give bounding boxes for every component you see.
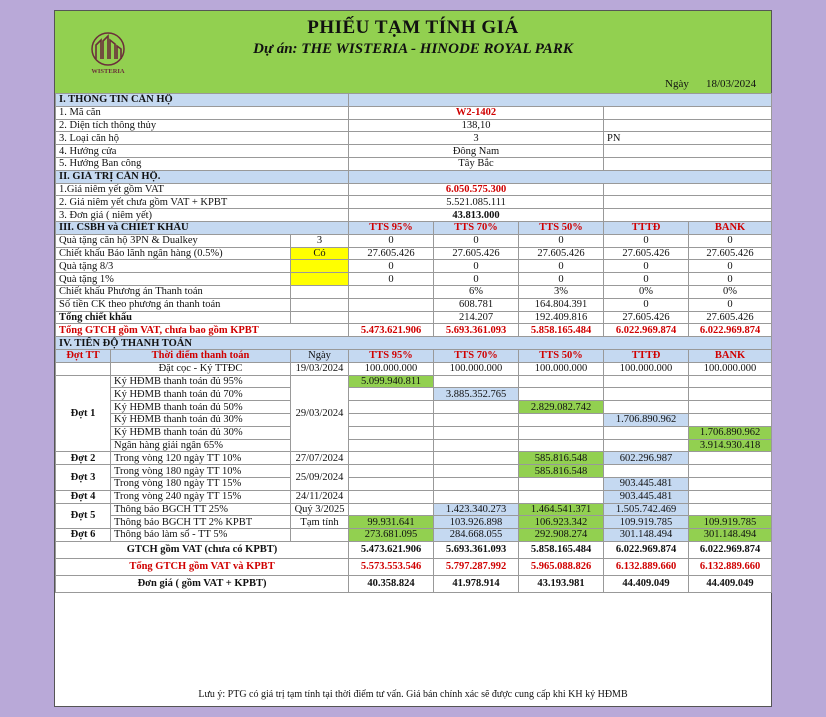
installment-name: Đợt 3: [56, 465, 111, 491]
info-row: [56, 145, 772, 158]
info-extra: [604, 119, 772, 132]
payment-value: 602.296.987: [604, 452, 689, 465]
table-cell: [604, 183, 772, 196]
discount-value: [349, 298, 434, 311]
schedule-head: [56, 349, 772, 362]
discount-label: Số tiền CK theo phương án thanh toán: [56, 298, 291, 311]
payment-value: [349, 503, 434, 516]
payment-label: Trong vòng 180 ngày TT 15%: [111, 477, 291, 490]
payment-row: [56, 426, 772, 439]
payment-value: [434, 426, 519, 439]
summary-value: 41.978.914: [434, 575, 519, 592]
discount-flag: [291, 273, 349, 286]
info-value: W2-1402: [349, 106, 604, 119]
info-row: [56, 157, 772, 170]
discount-row: [56, 247, 772, 260]
discount-row: [56, 298, 772, 311]
payment-value: 903.445.481: [604, 490, 689, 503]
discount-value: [349, 285, 434, 298]
summary-value: 43.193.981: [519, 575, 604, 592]
payment-row: [56, 413, 772, 426]
payment-value: 1.505.742.469: [604, 503, 689, 516]
price-sheet: [54, 10, 772, 707]
disclaimer-note: Lưu ý: PTG có giá trị tạm tính tại thời điểm tư vấn. Giá bán chính xác sẽ được cung cấp khi KH ký HĐMB: [198, 689, 628, 700]
table-cell: [604, 196, 772, 209]
payment-value: [434, 401, 519, 414]
total-row: [56, 324, 772, 337]
date-value: 18/03/2024: [706, 78, 757, 90]
payment-value: [519, 375, 604, 388]
discount-value: 0: [604, 298, 689, 311]
plan-column-header: TTS 70%: [434, 221, 519, 234]
payment-value: 2.829.082.742: [519, 401, 604, 414]
payment-value: [349, 452, 434, 465]
info-extra: PN: [604, 132, 772, 145]
value-amount: 6.050.575.300: [349, 183, 604, 196]
discount-value: 0: [689, 260, 772, 273]
section-title: II. GIÁ TRỊ CĂN HỘ.: [56, 170, 349, 183]
payment-row: [56, 490, 772, 503]
discount-row: [56, 234, 772, 247]
summary-value: 5.473.621.906: [349, 541, 434, 558]
payment-label: Ký HĐMB thanh toán đủ 95%: [111, 375, 291, 388]
payment-label: Trong vòng 180 ngày TT 10%: [111, 465, 291, 478]
discount-flag: [291, 285, 349, 298]
installment-date: [291, 529, 349, 542]
discount-value: 0: [519, 234, 604, 247]
discount-flag: Có: [291, 247, 349, 260]
installment-name: Đợt 4: [56, 490, 111, 503]
total-value: 6.022.969.874: [689, 324, 772, 337]
info-label: 5. Hướng Ban công: [56, 157, 349, 170]
schedule-column-header: Thời điểm thanh toán: [111, 349, 291, 362]
total-value: 5.473.621.906: [349, 324, 434, 337]
discount-value: 27.605.426: [349, 247, 434, 260]
schedule-column-header: TTS 70%: [434, 349, 519, 362]
payment-value: [349, 388, 434, 401]
info-row: [56, 119, 772, 132]
payment-label: Ký HĐMB thanh toán đủ 30%: [111, 413, 291, 426]
payment-value: 1.706.890.962: [689, 426, 772, 439]
info-value: 3: [349, 132, 604, 145]
deposit-value: 100.000.000: [519, 362, 604, 375]
total-value: 6.022.969.874: [604, 324, 689, 337]
payment-value: [349, 413, 434, 426]
payment-label: Trong vòng 120 ngày TT 10%: [111, 452, 291, 465]
page-title: PHIẾU TẠM TÍNH GIÁ: [307, 17, 519, 38]
payment-value: 1.464.541.371: [519, 503, 604, 516]
summary-value: 6.022.969.874: [604, 541, 689, 558]
payment-label: Ký HĐMB thanh toán đủ 30%: [111, 426, 291, 439]
installment-date: 24/11/2024: [291, 490, 349, 503]
payment-value: 292.908.274: [519, 529, 604, 542]
deposit-value: 100.000.000: [349, 362, 434, 375]
discount-value: 0%: [689, 285, 772, 298]
discount-value: [349, 311, 434, 324]
summary-value: 5.858.165.484: [519, 541, 604, 558]
total-label: Tổng GTCH gồm VAT, chưa bao gồm KPBT: [56, 324, 349, 337]
payment-row: [56, 439, 772, 452]
discount-flag: [291, 260, 349, 273]
summary-value: 6.132.889.660: [689, 558, 772, 575]
payment-value: [689, 375, 772, 388]
discount-value: 27.605.426: [434, 247, 519, 260]
discount-value: 27.605.426: [689, 247, 772, 260]
payment-value: [604, 388, 689, 401]
installment-name: Đợt 2: [56, 452, 111, 465]
info-label: 2. Diện tích thông thủy: [56, 119, 349, 132]
payment-value: [689, 490, 772, 503]
payment-value: [349, 426, 434, 439]
summary-value: 44.409.049: [689, 575, 772, 592]
discount-label: Quà tặng 1%: [56, 273, 291, 286]
payment-row: [56, 465, 772, 478]
info-extra: [604, 106, 772, 119]
payment-value: [434, 490, 519, 503]
payment-value: 109.919.785: [689, 516, 772, 529]
summary-row: [56, 575, 772, 592]
section-title: I. THÔNG TIN CĂN HỘ: [56, 94, 349, 107]
summary-value: 6.132.889.660: [604, 558, 689, 575]
info-extra: [604, 145, 772, 158]
section-header: [56, 170, 772, 183]
info-row: [56, 132, 772, 145]
installment-date: Quý 3/2025: [291, 503, 349, 516]
value-label: 1.Giá niêm yết gồm VAT: [56, 183, 349, 196]
discount-value: 3%: [519, 285, 604, 298]
payment-value: [434, 413, 519, 426]
discount-value: 27.605.426: [519, 247, 604, 260]
payment-value: 99.931.641: [349, 516, 434, 529]
payment-label: Thông báo BGCH TT 2% KPBT: [111, 516, 291, 529]
discount-value: 0: [689, 298, 772, 311]
payment-row: [56, 401, 772, 414]
payment-value: [519, 477, 604, 490]
discount-value: 0: [604, 260, 689, 273]
section-title: III. CSBH và CHIẾT KHẤU: [56, 221, 349, 234]
date-label: Ngày: [665, 78, 689, 90]
installment-date: Tạm tính: [291, 516, 349, 529]
payment-value: 273.681.095: [349, 529, 434, 542]
section-title: IV. TIẾN ĐỘ THANH TOÁN: [56, 337, 772, 350]
discount-flag: 3: [291, 234, 349, 247]
payment-row: [56, 375, 772, 388]
payment-row: [56, 452, 772, 465]
info-label: 3. Loại căn hộ: [56, 132, 349, 145]
payment-label: Thông báo BGCH TT 25%: [111, 503, 291, 516]
payment-row: [56, 477, 772, 490]
discount-value: 0: [434, 260, 519, 273]
payment-value: [519, 388, 604, 401]
summary-value: 5.965.088.826: [519, 558, 604, 575]
discount-label: Chiết khấu Bảo lãnh ngân hàng (0.5%): [56, 247, 291, 260]
info-label: 1. Mã căn: [56, 106, 349, 119]
discount-value: 192.409.816: [519, 311, 604, 324]
summary-label: Đơn giá ( gồm VAT + KPBT): [56, 575, 349, 592]
payment-value: 301.148.494: [689, 529, 772, 542]
payment-value: [689, 503, 772, 516]
info-value: 138,10: [349, 119, 604, 132]
payment-value: [604, 401, 689, 414]
deposit-value: 100.000.000: [434, 362, 519, 375]
installment-name: Đợt 1: [56, 375, 111, 452]
payment-value: [349, 490, 434, 503]
payment-value: [434, 375, 519, 388]
section-header: [56, 221, 772, 234]
value-row: [56, 183, 772, 196]
discount-value: 214.207: [434, 311, 519, 324]
deposit-value: 100.000.000: [604, 362, 689, 375]
payment-value: [689, 401, 772, 414]
discount-label: Tổng chiết khấu: [56, 311, 291, 324]
schedule-column-header: BANK: [689, 349, 772, 362]
payment-value: [604, 439, 689, 452]
discount-row: [56, 285, 772, 298]
info-extra: [604, 157, 772, 170]
discount-flag: [291, 298, 349, 311]
payment-value: 585.816.548: [519, 465, 604, 478]
discount-value: 0: [349, 260, 434, 273]
payment-row: [56, 516, 772, 529]
summary-value: 5.573.553.546: [349, 558, 434, 575]
payment-value: [604, 375, 689, 388]
payment-label: Thông báo làm sổ - TT 5%: [111, 529, 291, 542]
payment-value: 284.668.055: [434, 529, 519, 542]
info-value: Tây Bắc: [349, 157, 604, 170]
section-header: [56, 337, 772, 350]
installment-date: 29/03/2024: [291, 375, 349, 452]
discount-label: Quà tặng 8/3: [56, 260, 291, 273]
payment-value: 5.099.940.811: [349, 375, 434, 388]
payment-value: [349, 465, 434, 478]
total-value: 5.693.361.093: [434, 324, 519, 337]
info-label: 4. Hướng cửa: [56, 145, 349, 158]
payment-value: 109.919.785: [604, 516, 689, 529]
discount-value: 0: [604, 273, 689, 286]
total-value: 5.858.165.484: [519, 324, 604, 337]
sheet-header: [55, 11, 771, 94]
payment-value: [519, 439, 604, 452]
deposit-date: 19/03/2024: [291, 362, 349, 375]
payment-value: [689, 413, 772, 426]
value-label: 3. Đơn giá ( niêm yết): [56, 209, 349, 222]
payment-value: 103.926.898: [434, 516, 519, 529]
discount-value: 0: [349, 273, 434, 286]
payment-value: [349, 477, 434, 490]
discount-flag: [291, 311, 349, 324]
summary-value: 6.022.969.874: [689, 541, 772, 558]
payment-label: Trong vòng 240 ngày TT 15%: [111, 490, 291, 503]
discount-value: 27.605.426: [689, 311, 772, 324]
schedule-column-header: TTS 95%: [349, 349, 434, 362]
price-table: [55, 93, 772, 593]
payment-label: Ký HĐMB thanh toán đủ 50%: [111, 401, 291, 414]
plan-column-header: TTS 95%: [349, 221, 434, 234]
discount-value: 27.605.426: [604, 311, 689, 324]
table-cell: [349, 94, 772, 107]
table-cell: [349, 170, 772, 183]
plan-column-header: TTS 50%: [519, 221, 604, 234]
summary-label: GTCH gồm VAT (chưa có KPBT): [56, 541, 349, 558]
discount-value: 0%: [604, 285, 689, 298]
value-amount: 5.521.085.111: [349, 196, 604, 209]
payment-value: 3.914.930.418: [689, 439, 772, 452]
info-row: [56, 106, 772, 119]
value-row: [56, 196, 772, 209]
discount-label: Chiết khấu Phương án Thanh toán: [56, 285, 291, 298]
payment-label: Ký HĐMB thanh toán đủ 70%: [111, 388, 291, 401]
discount-value: 27.605.426: [604, 247, 689, 260]
payment-value: 1.423.340.273: [434, 503, 519, 516]
schedule-column-header: Đợt TT: [56, 349, 111, 362]
schedule-column-header: Ngày: [291, 349, 349, 362]
deposit-value: 100.000.000: [689, 362, 772, 375]
payment-value: [349, 401, 434, 414]
plan-column-header: BANK: [689, 221, 772, 234]
payment-value: 903.445.481: [604, 477, 689, 490]
payment-value: 3.885.352.765: [434, 388, 519, 401]
payment-row: [56, 388, 772, 401]
discount-value: 0: [434, 234, 519, 247]
summary-value: 40.358.824: [349, 575, 434, 592]
payment-value: 106.923.342: [519, 516, 604, 529]
discount-row: [56, 260, 772, 273]
payment-row: [56, 529, 772, 542]
discount-value: 164.804.391: [519, 298, 604, 311]
deposit-row: [56, 362, 772, 375]
summary-label: Tổng GTCH gồm VAT và KPBT: [56, 558, 349, 575]
payment-value: 585.816.548: [519, 452, 604, 465]
summary-row: [56, 558, 772, 575]
discount-value: 0: [519, 273, 604, 286]
project-subtitle: Dự án: THE WISTERIA - HINODE ROYAL PARK: [253, 41, 573, 57]
discount-row: [56, 311, 772, 324]
payment-value: [519, 490, 604, 503]
discount-value: 0: [604, 234, 689, 247]
schedule-column-header: TTTĐ: [604, 349, 689, 362]
payment-value: 301.148.494: [604, 529, 689, 542]
wisteria-logo: [83, 31, 133, 87]
payment-value: [689, 477, 772, 490]
discount-value: 0: [349, 234, 434, 247]
summary-value: 44.409.049: [604, 575, 689, 592]
payment-value: [689, 452, 772, 465]
summary-value: 5.797.287.992: [434, 558, 519, 575]
value-row: [56, 209, 772, 222]
payment-value: [434, 465, 519, 478]
value-amount: 43.813.000: [349, 209, 604, 222]
discount-value: 0: [434, 273, 519, 286]
info-value: Đông Nam: [349, 145, 604, 158]
payment-value: [434, 477, 519, 490]
plan-column-header: TTTĐ: [604, 221, 689, 234]
table-cell: [604, 209, 772, 222]
payment-value: [434, 439, 519, 452]
payment-value: [689, 465, 772, 478]
logo-text: WISTERIA: [91, 68, 125, 75]
deposit-label: Đặt cọc - Ký TTĐC: [111, 362, 291, 375]
payment-value: [689, 388, 772, 401]
schedule-column-header: TTS 50%: [519, 349, 604, 362]
payment-value: [434, 452, 519, 465]
discount-label: Quà tặng căn hộ 3PN & Dualkey: [56, 234, 291, 247]
payment-value: [604, 465, 689, 478]
installment-name: Đợt 6: [56, 529, 111, 542]
installment-date: 25/09/2024: [291, 465, 349, 491]
discount-value: 0: [519, 260, 604, 273]
installment-date: 27/07/2024: [291, 452, 349, 465]
section-header: [56, 94, 772, 107]
payment-value: [349, 439, 434, 452]
payment-row: [56, 503, 772, 516]
payment-label: Ngân hàng giải ngân 65%: [111, 439, 291, 452]
table-cell: [56, 362, 111, 375]
payment-value: 1.706.890.962: [604, 413, 689, 426]
summary-value: 5.693.361.093: [434, 541, 519, 558]
discount-row: [56, 273, 772, 286]
discount-value: 0: [689, 234, 772, 247]
discount-value: 0: [689, 273, 772, 286]
payment-value: [604, 426, 689, 439]
installment-name: Đợt 5: [56, 503, 111, 529]
summary-row: [56, 541, 772, 558]
value-label: 2. Giá niêm yết chưa gồm VAT + KPBT: [56, 196, 349, 209]
payment-value: [519, 413, 604, 426]
discount-value: 6%: [434, 285, 519, 298]
discount-value: 608.781: [434, 298, 519, 311]
payment-value: [519, 426, 604, 439]
